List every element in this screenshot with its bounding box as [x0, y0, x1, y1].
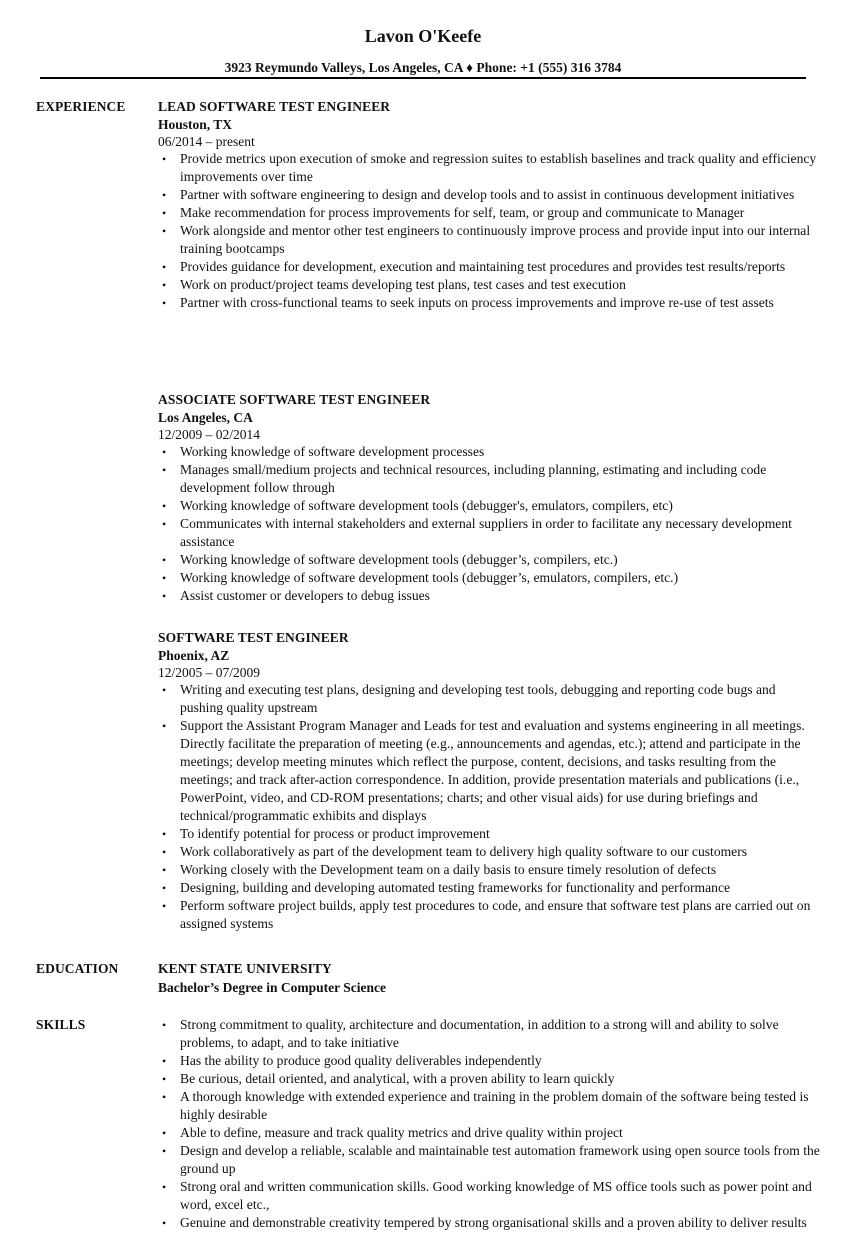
- experience-heading: EXPERIENCE: [36, 99, 126, 114]
- job-title: ASSOCIATE SOFTWARE TEST ENGINEER: [158, 392, 431, 407]
- list-item: • Assist customer or developers to debug issues: [158, 587, 820, 605]
- list-item: • Work collaboratively as part of the development team to delivery high quality software to our customers: [158, 843, 820, 861]
- job-title: LEAD SOFTWARE TEST ENGINEER: [158, 99, 391, 114]
- list-item: • Working knowledge of software development processes: [158, 443, 820, 461]
- list-item: • Working knowledge of software development tools (debugger’s, emulators, compilers, etc.): [158, 569, 820, 587]
- skills-list: [158, 1016, 818, 1232]
- list-item: • Genuine and demonstrable creativity tempered by strong organisational skills and a proven ability to deliver results: [158, 1214, 820, 1232]
- list-item: • Working knowledge of software development tools (debugger’s, compilers, etc.): [158, 551, 820, 569]
- degree: Bachelor’s Degree in Computer Science: [158, 980, 386, 995]
- school-name: KENT STATE UNIVERSITY: [158, 961, 332, 976]
- job-location: Phoenix, AZ: [158, 648, 230, 663]
- list-item: • Work on product/project teams developing test plans, test cases and test execution: [158, 276, 820, 294]
- list-item: • Make recommendation for process improvements for self, team, or group and communicate to Manager: [158, 204, 820, 222]
- skills-bullets: [158, 1016, 818, 1232]
- list-item: • Strong commitment to quality, architecture and documentation, in addition to a strong will and ability to solve problems, to adapt, and to take initiative: [158, 1016, 820, 1052]
- job-dates: 12/2005 – 07/2009: [158, 665, 261, 680]
- contact-line: 3923 Reymundo Valleys, Los Angeles, CA ♦ Phone: +1 (555) 316 3784: [224, 60, 622, 75]
- list-item: • Provides guidance for development, execution and maintaining test procedures and provides test results/reports: [158, 258, 820, 276]
- list-item: • Strong oral and written communication skills. Good working knowledge of MS office tools such as power point and word, excel etc.,: [158, 1178, 820, 1214]
- list-item: • Has the ability to produce good quality deliverables independently: [158, 1052, 820, 1070]
- list-item: • A thorough knowledge with extended experience and training in the problem domain of the software being tested is highly desirable: [158, 1088, 820, 1124]
- list-item: • Working knowledge of software development tools (debugger's, emulators, compilers, etc): [158, 497, 820, 515]
- list-item: • Communicates with internal stakeholders and external suppliers in order to facilitate any necessary development assistance: [158, 515, 820, 551]
- candidate-name: Lavon O'Keefe: [364, 26, 482, 46]
- education-heading: EDUCATION: [36, 961, 119, 976]
- list-item: • Partner with software engineering to design and develop tools and to assist in continuous development initiatives: [158, 186, 820, 204]
- job-dates: 12/2009 – 02/2014: [158, 427, 261, 442]
- job-3: [158, 629, 818, 933]
- list-item: • Manages small/medium projects and technical resources, including planning, estimating and including code development follow through: [158, 461, 820, 497]
- list-item: • Partner with cross-functional teams to seek inputs on process improvements and improve re-use of test assets: [158, 294, 820, 312]
- skills-heading: SKILLS: [36, 1017, 86, 1032]
- job-1: [158, 98, 818, 312]
- list-item: • Design and develop a reliable, scalable and maintainable test automation framework using open source tools from the ground up: [158, 1142, 820, 1178]
- list-item: • Be curious, detail oriented, and analytical, with a proven ability to learn quickly: [158, 1070, 820, 1088]
- job-location: Los Angeles, CA: [158, 410, 253, 425]
- list-item: • Able to define, measure and track quality metrics and drive quality within project: [158, 1124, 820, 1142]
- job-2: [158, 391, 818, 605]
- list-item: • Working closely with the Development team on a daily basis to ensure timely resolution of defects: [158, 861, 820, 879]
- list-item: • Work alongside and mentor other test engineers to continuously improve process and provide input into our internal training bootcamps: [158, 222, 820, 258]
- education-entry: [158, 960, 818, 998]
- job-bullets: [158, 681, 818, 933]
- job-dates: 06/2014 – present: [158, 134, 255, 149]
- list-item: • Perform software project builds, apply test procedures to code, and ensure that software test plans are carried out on assigned systems: [158, 897, 820, 933]
- list-item: • Support the Assistant Program Manager and Leads for test and evaluation and systems engineering in all meetings. Directly facilitate the preparation of meeting (e.g., announcements and agendas, etc.); attend and participate in the meetings; develop meeting minutes which reflect the purpose, content, decisions, and tasks resulting from the meetings; and track after-action correspondence. In addition, provide presentation materials and publications (i.e., PowerPoint, video, and CD-ROM presentations; charts; and other visual aids) for use during briefings and technical/programmatic exhibits and displays: [158, 717, 820, 825]
- job-bullets: [158, 150, 818, 312]
- list-item: • Provide metrics upon execution of smoke and regression suites to establish baselines and track quality and efficiency improvements over time: [158, 150, 820, 186]
- list-item: • To identify potential for process or product improvement: [158, 825, 820, 843]
- job-bullets: [158, 443, 818, 605]
- list-item: • Designing, building and developing automated testing frameworks for functionality and performance: [158, 879, 820, 897]
- list-item: • Writing and executing test plans, designing and developing test tools, debugging and reporting code bugs and pushing quality upstream: [158, 681, 820, 717]
- header-divider: [40, 77, 806, 79]
- job-location: Houston, TX: [158, 117, 233, 132]
- job-title: SOFTWARE TEST ENGINEER: [158, 630, 349, 645]
